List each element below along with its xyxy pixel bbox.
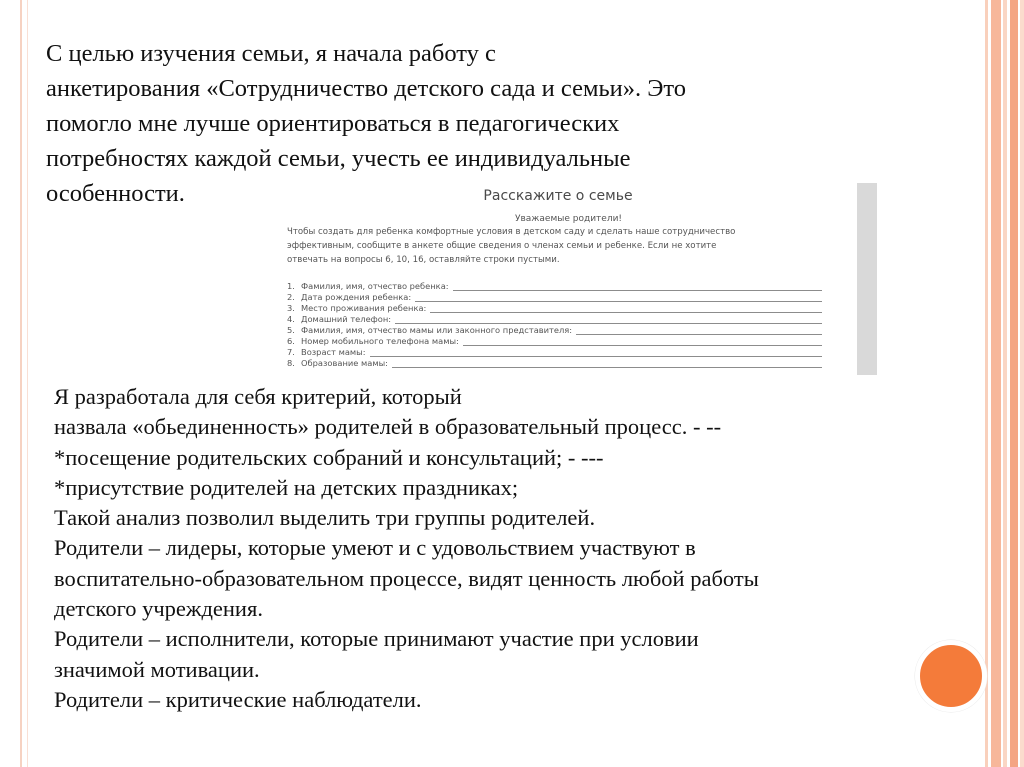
survey-question: 1. Фамилия, имя, отчество ребенка: — [287, 280, 822, 291]
answer-line — [453, 283, 822, 291]
text-line: Такой анализ позволил выделить три группы родителей. — [54, 505, 596, 531]
survey-question: 2. Дата рождения ребенка: — [287, 291, 822, 302]
answer-line — [415, 294, 822, 302]
answer-line — [463, 338, 822, 346]
text-line: Родители – лидеры, которые умеют и с удовольствием участвуют в — [54, 535, 696, 561]
text-line: Родители – исполнители, которые принимают участие при условии — [54, 626, 699, 652]
text-line: *посещение родительских собраний и консультаций; - --- — [54, 444, 604, 470]
survey-gray-bar — [857, 183, 877, 375]
survey-question: 5. Фамилия, имя, отчество мамы или законного представителя: — [287, 324, 822, 335]
right-stripe — [991, 0, 1001, 767]
answer-line — [395, 316, 822, 324]
right-stripe — [985, 0, 988, 767]
answer-line — [370, 349, 822, 357]
left-frame-line-inner — [27, 0, 28, 767]
text-line: значимой мотивации. — [54, 656, 260, 682]
text-line: детского учреждения. — [54, 596, 263, 622]
right-stripe — [1003, 0, 1007, 767]
right-stripe — [1020, 0, 1024, 767]
text-line: Родители – критические наблюдатели. — [54, 686, 422, 712]
survey-question: 4. Домашний телефон: — [287, 313, 822, 324]
answer-line — [576, 327, 822, 335]
survey-question: 6. Номер мобильного телефона мамы: — [287, 335, 822, 346]
survey-question: 7. Возраст мамы: — [287, 346, 822, 357]
survey-question: 8. Образование мамы: — [287, 357, 822, 368]
text-line: воспитательно-образовательном процессе, видят ценность любой работы — [54, 565, 759, 591]
answer-line — [392, 360, 822, 368]
text-line: назвала «обьединенность» родителей в образовательный процесс. - -- — [54, 414, 722, 440]
left-frame-line — [20, 0, 22, 767]
text-line: *присутствие родителей на детских праздниках; — [54, 474, 519, 500]
criteria-paragraph — [54, 382, 894, 715]
survey-question: 3. Место проживания ребенка: — [287, 302, 822, 313]
answer-line — [430, 305, 822, 313]
orange-circle-decoration — [915, 640, 987, 712]
survey-form-image — [265, 183, 877, 375]
survey-title: Расскажите о семье — [483, 188, 633, 204]
survey-intro: Чтобы создать для ребенка комфортные условия в детском саду и сделать наше сотрудничество эффективным, сообщите в анкете общие сведения о членах семьи и ребенке. Если не хотите отвечать на вопросы 6, 10, 16, оставляйте строки пустыми. — [287, 227, 736, 265]
survey-greeting: Уважаемые родители! — [515, 214, 623, 224]
intro-paragraph: С целью изучения семьи, я начала работу с анкетирования «Сотрудничество детского сада и семьи». Это помогло мне лучше ориентироваться в педагогических потребностях каждой семьи, учесть ее индивидуальные особенности. — [46, 40, 687, 207]
right-stripe — [1010, 0, 1018, 767]
text-line: Я разработала для себя критерий, который — [54, 384, 462, 409]
survey-question-list — [287, 280, 822, 368]
